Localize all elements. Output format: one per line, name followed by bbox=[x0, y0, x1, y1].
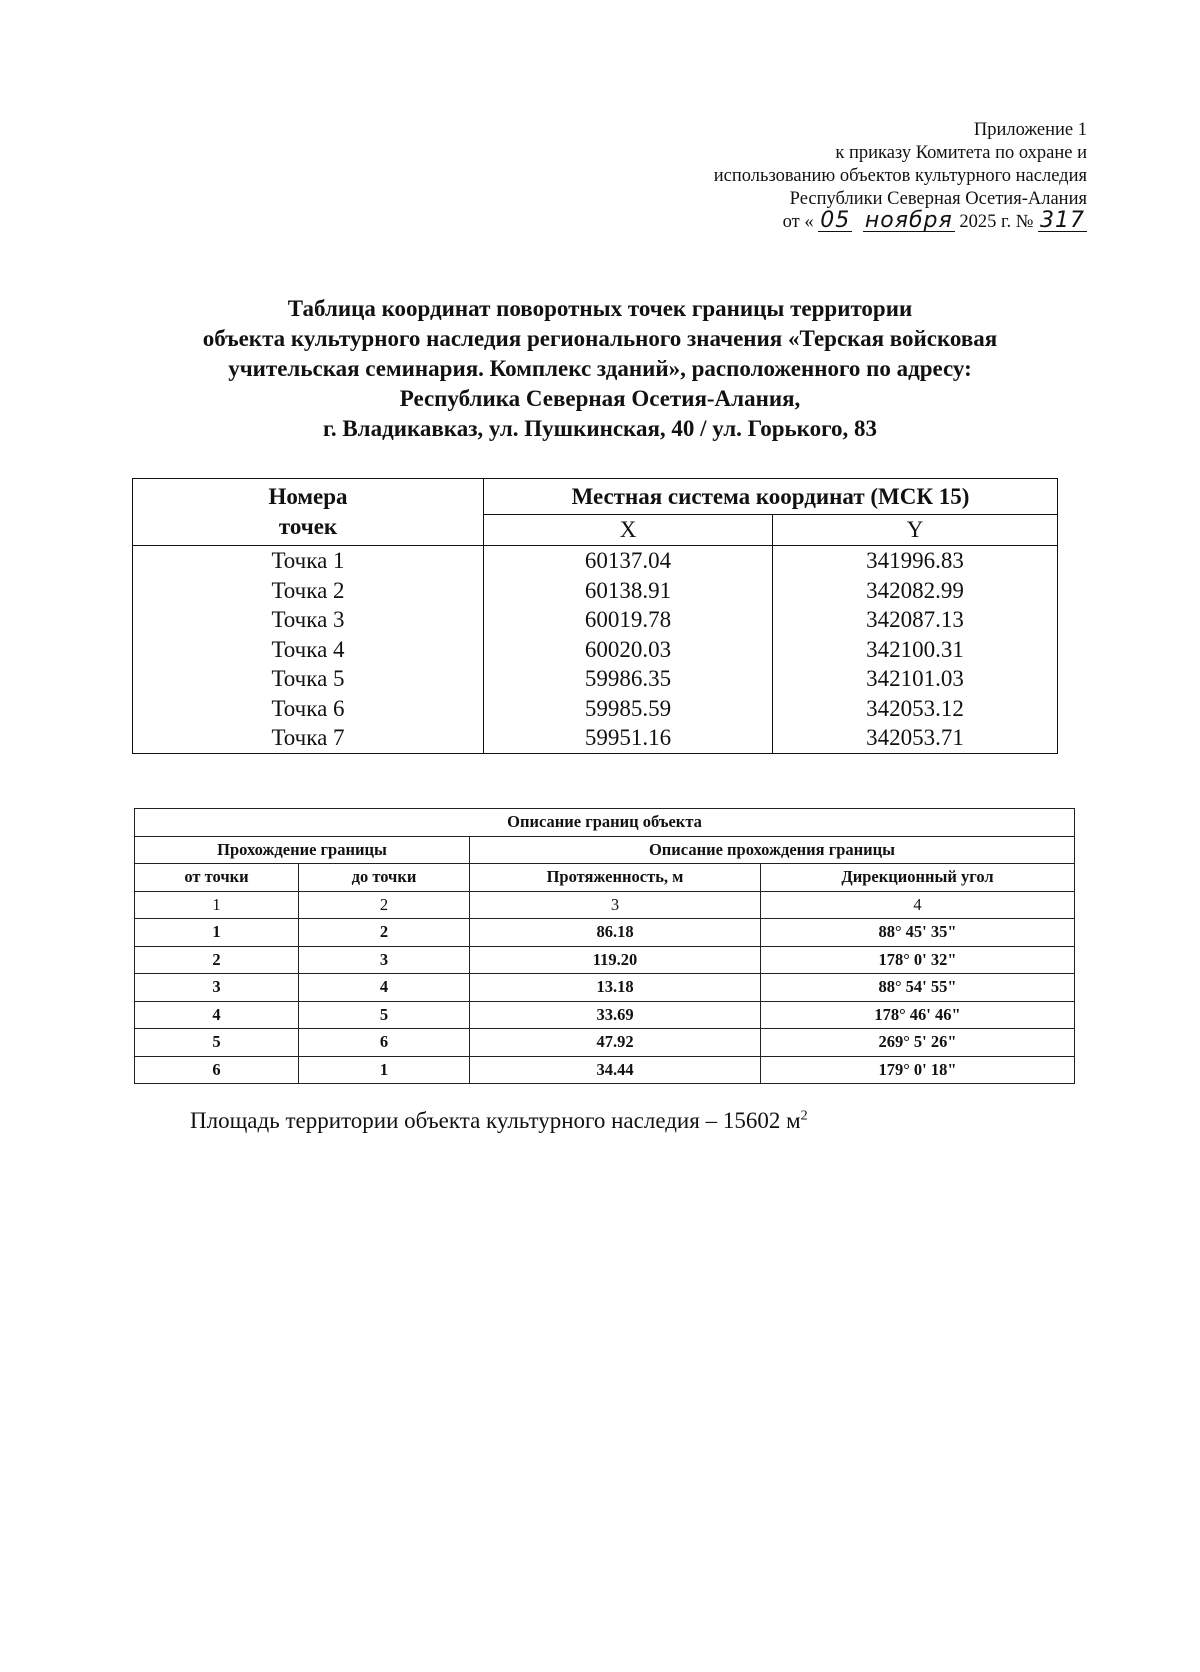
angle-cell: 179° 0' 18" bbox=[761, 1056, 1075, 1084]
from-point-cell: 5 bbox=[135, 1029, 299, 1057]
angle-cell: 178° 46' 46" bbox=[761, 1001, 1075, 1029]
to-point-cell: 1 bbox=[299, 1056, 470, 1084]
x-value-cell: 60020.03 bbox=[484, 635, 773, 665]
angle-cell: 178° 0' 32" bbox=[761, 946, 1075, 974]
boundary-table-title: Описание границ объекта bbox=[135, 809, 1075, 837]
title-line: объекта культурного наследия регионального значения «Терская войсковая bbox=[202, 326, 998, 351]
y-value-cell: 342101.03 bbox=[773, 664, 1058, 694]
length-cell: 47.92 bbox=[470, 1029, 761, 1057]
area-text: Площадь территории объекта культурного наследия – 15602 м bbox=[190, 1108, 801, 1133]
coordinate-row bbox=[133, 664, 1058, 694]
area-unit-power: 2 bbox=[800, 1108, 808, 1124]
x-value-cell: 60019.78 bbox=[484, 605, 773, 635]
y-value-cell: 341996.83 bbox=[773, 546, 1058, 576]
point-name-cell: Точка 7 bbox=[133, 723, 484, 753]
column-number: 1 bbox=[135, 891, 299, 919]
boundary-row bbox=[135, 974, 1075, 1002]
passage-header: Прохождение границы bbox=[135, 836, 470, 864]
coordinate-system-header: Местная система координат (МСК 15) bbox=[484, 479, 1058, 515]
point-name-cell: Точка 2 bbox=[133, 576, 484, 606]
area-statement bbox=[190, 1108, 808, 1134]
coordinate-row bbox=[133, 723, 1058, 753]
handwritten-order-number: 317 bbox=[1040, 208, 1085, 233]
title-line: Таблица координат поворотных точек границы территории bbox=[287, 296, 913, 321]
point-name-cell: Точка 1 bbox=[133, 546, 484, 576]
x-value-cell: 60138.91 bbox=[484, 576, 773, 606]
points-header: Номера точек bbox=[133, 479, 484, 546]
from-point-header: от точки bbox=[135, 864, 299, 892]
angle-cell: 269° 5' 26" bbox=[761, 1029, 1075, 1057]
from-point-cell: 1 bbox=[135, 919, 299, 947]
coordinate-row bbox=[133, 605, 1058, 635]
length-cell: 86.18 bbox=[470, 919, 761, 947]
length-cell: 13.18 bbox=[470, 974, 761, 1002]
x-value-cell: 59951.16 bbox=[484, 723, 773, 753]
y-header: Y bbox=[773, 515, 1058, 546]
angle-cell: 88° 54' 55" bbox=[761, 974, 1075, 1002]
x-value-cell: 59985.59 bbox=[484, 694, 773, 724]
point-name-cell: Точка 3 bbox=[133, 605, 484, 635]
appendix-block bbox=[714, 119, 1087, 234]
coordinate-row bbox=[133, 694, 1058, 724]
column-number: 2 bbox=[299, 891, 470, 919]
title-line: учительская семинария. Комплекс зданий», расположенного по адресу: bbox=[228, 356, 972, 381]
order-date-line bbox=[714, 208, 1087, 234]
appendix-line: использованию объектов культурного наследия bbox=[713, 166, 1087, 186]
x-header: X bbox=[484, 515, 773, 546]
boundary-row bbox=[135, 1029, 1075, 1057]
handwritten-month: ноября bbox=[864, 208, 953, 233]
appendix-line: Республики Северная Осетия-Алания bbox=[789, 189, 1087, 209]
title-line: г. Владикавказ, ул. Пушкинская, 40 / ул. Горького, 83 bbox=[322, 416, 877, 441]
length-cell: 34.44 bbox=[470, 1056, 761, 1084]
boundary-row bbox=[135, 919, 1075, 947]
boundary-description-table bbox=[134, 808, 1075, 1084]
length-header: Протяженность, м bbox=[470, 864, 761, 892]
point-name-cell: Точка 4 bbox=[133, 635, 484, 665]
y-value-cell: 342053.12 bbox=[773, 694, 1058, 724]
from-point-cell: 4 bbox=[135, 1001, 299, 1029]
length-cell: 119.20 bbox=[470, 946, 761, 974]
from-point-cell: 2 bbox=[135, 946, 299, 974]
to-point-cell: 4 bbox=[299, 974, 470, 1002]
appendix-line: к приказу Комитета по охране и bbox=[835, 143, 1087, 163]
description-header: Описание прохождения границы bbox=[470, 836, 1075, 864]
x-value-cell: 60137.04 bbox=[484, 546, 773, 576]
coordinates-table bbox=[132, 478, 1058, 754]
y-value-cell: 342053.71 bbox=[773, 723, 1058, 753]
angle-cell: 88° 45' 35" bbox=[761, 919, 1075, 947]
document-title bbox=[0, 294, 1200, 444]
coordinate-row bbox=[133, 635, 1058, 665]
y-value-cell: 342100.31 bbox=[773, 635, 1058, 665]
column-number: 3 bbox=[470, 891, 761, 919]
to-point-cell: 6 bbox=[299, 1029, 470, 1057]
coordinate-row bbox=[133, 546, 1058, 576]
point-name-cell: Точка 6 bbox=[133, 694, 484, 724]
column-number: 4 bbox=[761, 891, 1075, 919]
point-name-cell: Точка 5 bbox=[133, 664, 484, 694]
y-value-cell: 342087.13 bbox=[773, 605, 1058, 635]
date-year: 2025 г. № bbox=[959, 212, 1034, 232]
y-value-cell: 342082.99 bbox=[773, 576, 1058, 606]
handwritten-day: 05 bbox=[820, 208, 851, 233]
from-point-cell: 3 bbox=[135, 974, 299, 1002]
boundary-row bbox=[135, 1056, 1075, 1084]
boundary-row bbox=[135, 1001, 1075, 1029]
date-prefix: от « bbox=[782, 212, 814, 232]
coordinate-row bbox=[133, 576, 1058, 606]
from-point-cell: 6 bbox=[135, 1056, 299, 1084]
to-point-cell: 5 bbox=[299, 1001, 470, 1029]
title-line: Республика Северная Осетия-Алания, bbox=[399, 386, 801, 411]
to-point-header: до точки bbox=[299, 864, 470, 892]
x-value-cell: 59986.35 bbox=[484, 664, 773, 694]
length-cell: 33.69 bbox=[470, 1001, 761, 1029]
to-point-cell: 3 bbox=[299, 946, 470, 974]
to-point-cell: 2 bbox=[299, 919, 470, 947]
boundary-row bbox=[135, 946, 1075, 974]
angle-header: Дирекционный угол bbox=[761, 864, 1075, 892]
appendix-line: Приложение 1 bbox=[973, 120, 1087, 140]
